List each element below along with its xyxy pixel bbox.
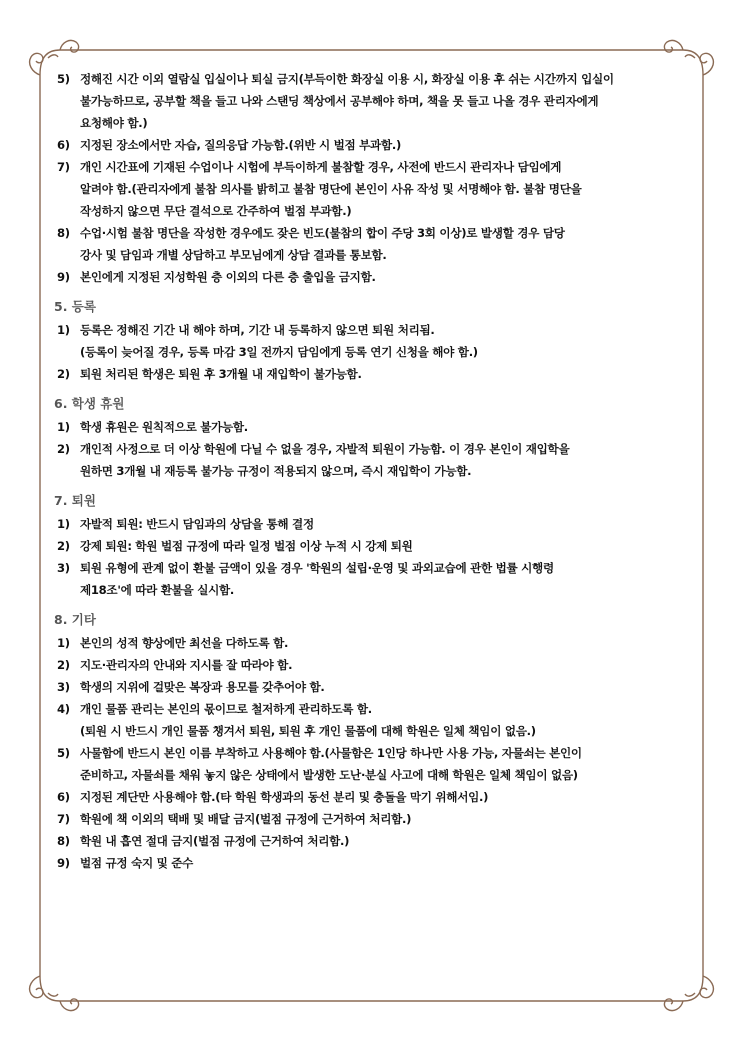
item-number: 1) (57, 323, 70, 337)
text-line: 본인에게 지정된 지성학원 층 이외의 다른 층 출입을 금지함. (80, 270, 376, 284)
text-line: 지정된 장소에서만 자습, 질의응답 가능함.(위반 시 벌점 부과함.) (80, 138, 401, 152)
list-item (50, 416, 698, 438)
item-number: 4) (57, 702, 70, 716)
text-line: 본인의 성적 향상에만 최선을 다하도록 함. (80, 636, 289, 650)
list-item (50, 742, 698, 786)
section-title: 8. 기타 (54, 612, 96, 627)
text-line: 퇴원 처리된 학생은 퇴원 후 3개월 내 재입학이 불가능함. (80, 367, 362, 381)
item-text (80, 222, 698, 266)
list-item (50, 363, 698, 385)
text-line: 준비하고, 자물쇠를 채워 놓지 않은 상태에서 발생한 도난·분실 사고에 대해 학원은 일체 책임이 없음) (80, 768, 578, 782)
list-item (50, 557, 698, 601)
text-line: 등록은 정해진 기간 내 해야 하며, 기간 내 등록하지 않으면 퇴원 처리됨. (80, 323, 435, 337)
item-text (80, 676, 698, 698)
item-text (80, 266, 698, 288)
item-number: 2) (57, 367, 70, 381)
list-item (50, 676, 698, 698)
text-line: 불가능하므로, 공부할 책을 들고 나와 스탠딩 책상에서 공부해야 하며, 책을 못 들고 나올 경우 관리자에게 (80, 94, 599, 108)
item-number: 1) (57, 636, 70, 650)
list-item (50, 134, 698, 156)
list-item (50, 535, 698, 557)
text-line: 제18조'에 따라 환불을 실시함. (80, 583, 234, 597)
text-line: (등록이 늦어질 경우, 등록 마감 3일 전까지 담임에게 등록 연기 신청을 해야 함.) (80, 345, 478, 359)
item-text (80, 830, 698, 852)
text-line: 학생의 지위에 걸맞은 복장과 용모를 갖추어야 함. (80, 680, 325, 694)
item-text (80, 742, 698, 786)
list-item (50, 438, 698, 482)
item-text (80, 632, 698, 654)
section-student-leave (50, 393, 698, 482)
text-line: 학생 휴원은 원칙적으로 불가능함. (80, 420, 248, 434)
list-item (50, 654, 698, 676)
item-number: 8) (57, 226, 70, 240)
text-line: 개인 물품 관리는 본인의 몫이므로 철저하게 관리하도록 함. (80, 702, 372, 716)
item-number: 1) (57, 420, 70, 434)
item-text (80, 416, 698, 438)
item-number: 2) (57, 442, 70, 456)
item-number: 8) (57, 834, 70, 848)
text-line: 사물함에 반드시 본인 이름 부착하고 사용해야 함.(사물함은 1인당 하나만 사용 가능, 자물쇠는 본인이 (80, 746, 582, 760)
text-line: 수업·시험 불참 명단을 작성한 경우에도 잦은 빈도(불참의 합이 주당 3회 이상)로 발생할 경우 담당 (80, 226, 565, 240)
list-item (50, 222, 698, 266)
item-text (80, 557, 698, 601)
section-4-continued (50, 68, 698, 288)
list-item (50, 319, 698, 363)
item-number: 9) (57, 856, 70, 870)
text-line: 정해진 시간 이외 열람실 입실이나 퇴실 금지(부득이한 화장실 이용 시, 화장실 이용 후 쉬는 시간까지 입실이 (80, 72, 614, 86)
item-text (80, 786, 698, 808)
text-line: 퇴원 유형에 관계 없이 환불 금액이 있을 경우 '학원의 설립·운영 및 과외교습에 관한 법률 시행령 (80, 561, 554, 575)
item-number: 3) (57, 680, 70, 694)
list-item (50, 830, 698, 852)
item-text (80, 654, 698, 676)
item-number: 7) (57, 160, 70, 174)
text-line: 자발적 퇴원: 반드시 담임과의 상담을 통해 결정 (80, 517, 314, 531)
item-number: 3) (57, 561, 70, 575)
text-line: 지도·관리자의 안내와 지시를 잘 따라야 함. (80, 658, 293, 672)
section-miscellaneous (50, 609, 698, 874)
list-item (50, 698, 698, 742)
item-text (80, 535, 698, 557)
list-item (50, 852, 698, 874)
text-line: 강제 퇴원: 학원 벌점 규정에 따라 일정 벌점 이상 누적 시 강제 퇴원 (80, 539, 413, 553)
section-withdrawal (50, 490, 698, 601)
list-item (50, 513, 698, 535)
item-number: 2) (57, 658, 70, 672)
item-text (80, 808, 698, 830)
item-text (80, 319, 698, 363)
text-line: 알려야 함.(관리자에게 불참 의사를 밝히고 불참 명단에 본인이 사유 작성 및 서명해야 함. 불참 명단을 (80, 182, 582, 196)
text-line: 개인적 사정으로 더 이상 학원에 다닐 수 없을 경우, 자발적 퇴원이 가능함. 이 경우 본인이 재입학을 (80, 442, 570, 456)
item-number: 9) (57, 270, 70, 284)
item-text (80, 698, 698, 742)
list-item (50, 266, 698, 288)
text-line: 요청해야 함.) (80, 116, 148, 130)
list-item (50, 786, 698, 808)
item-number: 2) (57, 539, 70, 553)
item-text (80, 852, 698, 874)
item-number: 6) (57, 790, 70, 804)
item-number: 1) (57, 517, 70, 531)
item-number: 5) (57, 746, 70, 760)
list-item (50, 632, 698, 654)
item-number: 7) (57, 812, 70, 826)
text-line: 개인 시간표에 기재된 수업이나 시험에 부득이하게 불참할 경우, 사전에 반드시 관리자나 담임에게 (80, 160, 562, 174)
section-title: 7. 퇴원 (54, 493, 96, 508)
text-line: 학원에 책 이외의 택배 및 배달 금지(벌점 규정에 근거하여 처리함.) (80, 812, 412, 826)
text-line: (퇴원 시 반드시 개인 물품 챙겨서 퇴원, 퇴원 후 개인 물품에 대해 학원은 일체 책임이 없음.) (80, 724, 536, 738)
text-line: 지정된 계단만 사용해야 함.(타 학원 학생과의 동선 분리 및 충돌을 막기 위해서임.) (80, 790, 489, 804)
item-number: 5) (57, 72, 70, 86)
document-body (50, 68, 698, 874)
text-line: 작성하지 않으면 무단 결석으로 간주하여 벌점 부과함.) (80, 204, 352, 218)
section-registration (50, 296, 698, 385)
text-line: 학원 내 흡연 절대 금지(벌점 규정에 근거하여 처리함.) (80, 834, 350, 848)
item-text (80, 513, 698, 535)
text-line: 벌점 규정 숙지 및 준수 (80, 856, 194, 870)
item-text (80, 438, 698, 482)
item-text (80, 156, 698, 222)
section-title: 5. 등록 (54, 299, 96, 314)
list-item (50, 68, 698, 134)
item-text (80, 134, 698, 156)
text-line: 원하면 3개월 내 재등록 불가능 규정이 적용되지 않으며, 즉시 재입학이 가능함. (80, 464, 472, 478)
item-text (80, 363, 698, 385)
text-line: 강사 및 담임과 개별 상담하고 부모님에게 상담 결과를 통보함. (80, 248, 387, 262)
item-number: 6) (57, 138, 70, 152)
list-item (50, 808, 698, 830)
item-text (80, 68, 698, 134)
list-item (50, 156, 698, 222)
section-title: 6. 학생 휴원 (54, 396, 125, 411)
